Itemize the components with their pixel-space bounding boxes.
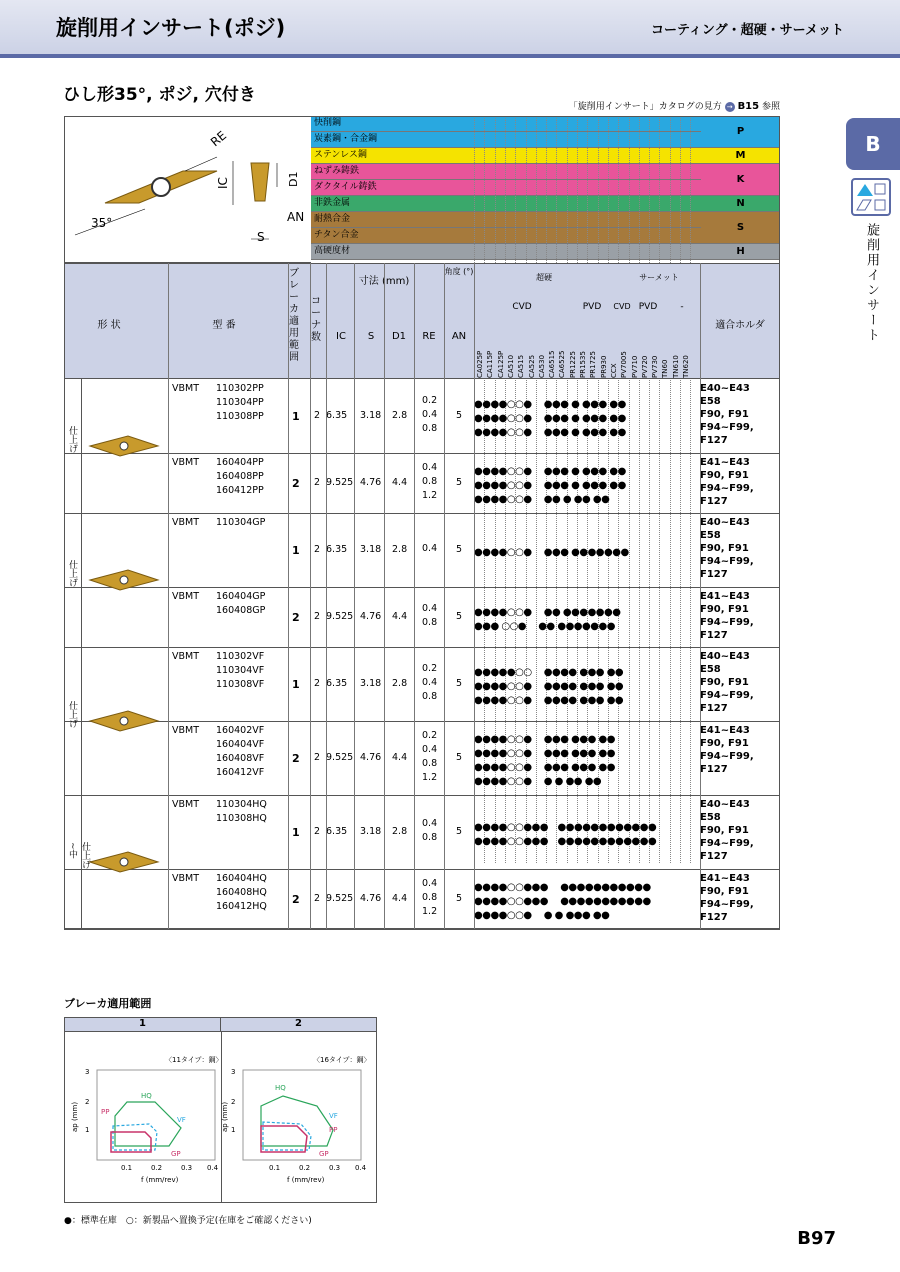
legend: ●：標準在庫 ○：新製品へ置換予定(在庫をご確認ください) — [64, 1216, 312, 1226]
breaker-col1: 1 — [65, 1018, 221, 1032]
ic-value: 9.525 — [326, 477, 354, 488]
re-value: 0.4 — [422, 409, 438, 420]
stock-dots: ●●●●○○● ●●● ●●●●●●● — [474, 547, 629, 558]
holder-name: E41~E43 — [700, 725, 750, 736]
breaker-note-2: 〈16タイプ：鋼〉 — [313, 1056, 371, 1064]
ic-value: 6.35 — [326, 544, 348, 555]
iso-cell: H — [701, 244, 780, 260]
stock-dots: ●●●●○○● ●●●● ●●● ●● — [474, 681, 624, 692]
model-type: VBMT — [172, 873, 200, 884]
pvd2-header: PVD — [638, 302, 658, 312]
material-row: 快削鋼 — [311, 116, 701, 132]
holder-name: E58 — [700, 396, 721, 407]
grade-name: TN620 — [682, 355, 690, 378]
stock-dots: ●●●●○○● ●●● ● ●●● ●● — [474, 480, 626, 491]
table-row — [64, 869, 780, 870]
d1-value: 2.8 — [392, 410, 408, 421]
ytick-2b: 2 — [231, 1098, 236, 1106]
shape-label: 仕上げ — [67, 426, 77, 453]
material-row: 耐熱合金 — [311, 212, 701, 228]
holder-header: 適合ホルダ — [715, 320, 765, 331]
model-number: 110302PP — [216, 383, 264, 394]
grade-name: CA515 — [517, 354, 526, 378]
model-number: 160412VF — [216, 767, 265, 778]
col-line — [414, 263, 415, 929]
col-line — [444, 263, 445, 929]
grade-name: CA6525 — [558, 350, 567, 378]
material-row: ダクタイル鋳鉄 — [311, 180, 701, 196]
material-row: ねずみ鋳鉄 — [311, 164, 701, 180]
breaker-chart — [64, 1017, 377, 1203]
d1-header: D1 — [391, 331, 407, 342]
catalog-note — [569, 99, 780, 112]
col-line — [288, 263, 289, 929]
shape-header: 形 状 — [97, 320, 121, 331]
holder-name: E58 — [700, 812, 721, 823]
breaker-header: ブレーカ適用範囲 — [289, 268, 299, 363]
s-value: 3.18 — [360, 826, 382, 837]
note-text: 「旋削用インサート」カタログの見方 — [568, 102, 722, 112]
gp-label-1: GP — [171, 1150, 181, 1158]
holder-name: F90, F91 — [700, 738, 749, 749]
ic-value: 6.35 — [326, 410, 348, 421]
re-value: 0.8 — [422, 758, 438, 769]
stock-dots: ●●●●○○● ●●● ●●● ●● — [474, 734, 615, 745]
model-number: 160404HQ — [216, 873, 267, 884]
re-value: 1.2 — [422, 772, 438, 783]
s-value: 3.18 — [360, 678, 382, 689]
diagram-cell — [64, 116, 311, 263]
re-value: 0.4 — [422, 878, 438, 889]
grade-line — [670, 116, 671, 863]
holder-name: E58 — [700, 530, 721, 541]
model-type: VBMT — [172, 517, 200, 528]
grade-name: CA6515 — [548, 350, 557, 378]
an-value: 5 — [456, 477, 463, 488]
holder-name: F90, F91 — [700, 677, 749, 688]
holder-name: E41~E43 — [700, 591, 750, 602]
holder-name: F90, F91 — [700, 604, 749, 615]
re-value: 0.8 — [422, 423, 438, 434]
corner-value: 2 — [314, 893, 321, 904]
grade-name: PR930 — [599, 355, 608, 378]
pp-label-1: PP — [101, 1108, 110, 1116]
breaker-value: 2 — [292, 752, 300, 765]
grade-line — [659, 116, 660, 863]
model-number: 110308PP — [216, 411, 264, 422]
model-number: 160404PP — [216, 457, 264, 468]
model-number: 160404GP — [216, 591, 266, 602]
iso-cell: S — [701, 212, 780, 244]
model-number: 160402VF — [216, 725, 265, 736]
holder-name: F94~F99, F127 — [700, 751, 754, 775]
breaker-value: 1 — [292, 826, 300, 839]
xtick-2: 0.2 — [151, 1164, 163, 1172]
model-number: 160408HQ — [216, 887, 267, 898]
s-header: S — [367, 331, 375, 342]
ic-value: 9.525 — [326, 611, 354, 622]
an-value: 5 — [456, 893, 463, 904]
grade-line — [639, 116, 640, 863]
holder-name: F94~F99, F127 — [700, 483, 754, 507]
re-value: 0.4 — [422, 603, 438, 614]
model-type: VBMT — [172, 725, 200, 736]
ic-value: 9.525 — [326, 752, 354, 763]
model-number: 160404VF — [216, 739, 265, 750]
grade-name: CA125P — [496, 350, 505, 378]
holder-name: F94~F99, F127 — [700, 690, 754, 714]
col-line — [354, 263, 355, 929]
stock-dots: ●●●●○○● ● ● ●● ●● — [474, 776, 602, 787]
hq-label-2: HQ — [275, 1084, 286, 1092]
holder-name: F90, F91 — [700, 409, 749, 420]
arrow-icon: → — [725, 102, 735, 112]
stock-dots: ●●●●○○● ●●● ● ●●● ●● — [474, 466, 626, 477]
holder-name: F90, F91 — [700, 825, 749, 836]
stock-dots: ●●●●○○● ●● ● ●● ●● — [474, 494, 610, 505]
model-type: VBMT — [172, 651, 200, 662]
insert-photo — [88, 850, 160, 874]
corner-value: 2 — [314, 477, 321, 488]
re-header: RE — [422, 331, 436, 342]
s-value: 4.76 — [360, 477, 382, 488]
d1-value: 4.4 — [392, 752, 408, 763]
breaker-plots — [65, 1032, 376, 1202]
stock-dots: ●●●●○○● ●●● ● ●●● ●● — [474, 427, 626, 438]
ic-value: 6.35 — [326, 826, 348, 837]
page-title: 旋削用インサート(ポジ) — [56, 16, 286, 40]
stock-dots: ●●●●○○● ● ● ●●● ●● — [474, 910, 610, 921]
iso-cell: P — [701, 116, 780, 148]
section-title: ひし形35°, ポジ, 穴付き — [63, 85, 256, 105]
model-number: 160408PP — [216, 471, 264, 482]
holder-name: F94~F99, F127 — [700, 899, 754, 923]
an-header: AN — [451, 331, 467, 342]
note-ref: B15 — [737, 101, 760, 112]
col-line — [168, 263, 169, 929]
xtick-1b: 0.1 — [269, 1164, 281, 1172]
xtick-4: 0.4 — [207, 1164, 219, 1172]
holder-name: E40~E43 — [700, 517, 750, 528]
xlabel-1: f (mm/rev) — [141, 1176, 179, 1184]
table-row — [64, 795, 780, 796]
stock-dots: ●●● ○○● ●● ●●●●●●● — [474, 621, 615, 632]
grade-name: PV730 — [651, 355, 660, 378]
re-value: 0.4 — [422, 462, 438, 473]
col-line — [474, 263, 475, 929]
holder-name: F90, F91 — [700, 886, 749, 897]
s-value: 4.76 — [360, 611, 382, 622]
stock-dots: ●●●●●○○ ●●●● ●●● ●● — [474, 667, 624, 678]
table-row — [64, 929, 780, 930]
grade-line — [680, 116, 681, 863]
note-suffix: 参照 — [761, 102, 780, 112]
breaker-value: 1 — [292, 544, 300, 557]
re-value: 0.8 — [422, 617, 438, 628]
insert-photo — [88, 434, 160, 458]
insert-diagram — [65, 117, 311, 263]
corner-value: 2 — [314, 410, 321, 421]
corner-value: 2 — [314, 611, 321, 622]
model-number: 110304HQ — [216, 799, 267, 810]
re-value: 0.4 — [422, 543, 438, 554]
model-header: 型 番 — [212, 320, 236, 331]
ytick-2: 2 — [85, 1098, 90, 1106]
insert-photo — [88, 709, 160, 733]
re-value: 0.2 — [422, 663, 438, 674]
model-number: 110304PP — [216, 397, 264, 408]
d1-value: 2.8 — [392, 826, 408, 837]
s-value: 3.18 — [360, 544, 382, 555]
ytick-1b: 1 — [231, 1126, 236, 1134]
model-number: 110302VF — [216, 651, 265, 662]
table-row — [64, 453, 780, 454]
col-line — [384, 263, 385, 929]
xtick-3: 0.3 — [181, 1164, 193, 1172]
angle-label: 35° — [91, 216, 113, 230]
re-value: 0.4 — [422, 818, 438, 829]
ytick-3b: 3 — [231, 1068, 236, 1076]
material-row: 炭素鋼・合金鋼 — [311, 132, 701, 148]
d1-value: 2.8 — [392, 678, 408, 689]
stock-dots: ●●●●○○●●● ●●●●●●●●●●● — [474, 882, 651, 893]
header-subtitle: コーティング・超硬・サーメット — [650, 23, 844, 38]
gp-label-2: GP — [319, 1150, 329, 1158]
ic-label: IC — [216, 177, 230, 189]
cvd2-header: CVD — [613, 302, 631, 311]
corner-value: 2 — [314, 752, 321, 763]
iso-cell: K — [701, 164, 780, 196]
model-number: 160408VF — [216, 753, 265, 764]
d1-value: 4.4 — [392, 477, 408, 488]
xtick-2b: 0.2 — [299, 1164, 311, 1172]
model-number: 160412HQ — [216, 901, 267, 912]
holder-name: E41~E43 — [700, 873, 750, 884]
re-value: 1.2 — [422, 906, 438, 917]
table-row — [64, 647, 780, 648]
an-value: 5 — [456, 544, 463, 555]
grade-name: TN60 — [661, 359, 670, 378]
shape-label: 仕上げ~中 — [67, 842, 90, 869]
ylabel-2: ap (mm) — [221, 1101, 229, 1132]
model-type: VBMT — [172, 383, 200, 394]
grade-name: PV720 — [640, 355, 649, 378]
re-value: 0.8 — [422, 892, 438, 903]
hq-region-2 — [261, 1096, 333, 1146]
ic-header: IC — [336, 331, 346, 342]
insert-icon — [851, 178, 891, 216]
breaker-note-1: 〈11タイプ：鋼〉 — [165, 1056, 223, 1064]
grade-line — [629, 116, 630, 863]
an-value: 5 — [456, 410, 463, 421]
grade-name: PR1535 — [579, 351, 587, 378]
chapter-tab[interactable]: B — [846, 118, 900, 170]
grade-name: CA115P — [486, 350, 495, 378]
s-label: S — [257, 230, 265, 244]
holder-name: F90, F91 — [700, 470, 749, 481]
material-row: チタン合金 — [311, 228, 701, 244]
pp-region-1 — [111, 1132, 151, 1152]
re-value: 0.2 — [422, 730, 438, 741]
grade-line — [649, 116, 650, 863]
xtick-3b: 0.3 — [329, 1164, 341, 1172]
stock-dots: ●●●●○○● ●●● ● ●●● ●● — [474, 399, 626, 410]
model-number: 160412PP — [216, 485, 264, 496]
breaker-value: 2 — [292, 477, 300, 490]
corner-value: 2 — [314, 826, 321, 837]
model-type: VBMT — [172, 591, 200, 602]
stock-dots: ●●●●○○●●● ●●●●●●●●●●●● — [474, 822, 657, 833]
shape-label: 仕上げ — [67, 701, 77, 728]
angle-header: 角度 (°) — [444, 267, 474, 276]
product-table — [64, 116, 780, 923]
model-type: VBMT — [172, 457, 200, 468]
hq-label-1: HQ — [141, 1092, 152, 1100]
vf-label-2: VF — [329, 1112, 338, 1120]
page-header — [0, 0, 900, 58]
corner-value: 2 — [314, 544, 321, 555]
breaker-value: 1 — [292, 410, 300, 423]
d1-value: 4.4 — [392, 893, 408, 904]
grade-name: CA025P — [476, 350, 484, 378]
grade-name: CA525 — [527, 354, 536, 378]
pvd-header: PVD — [582, 302, 602, 312]
breaker-value: 2 — [292, 611, 300, 624]
holder-name: F94~F99, F127 — [700, 617, 754, 641]
insert-photo — [88, 568, 160, 592]
cvd-header: CVD — [512, 302, 532, 312]
stock-dots: ●●●●○○●●● ●●●●●●●●●●● — [474, 896, 651, 907]
col-line — [326, 263, 327, 929]
re-value: 0.8 — [422, 476, 438, 487]
corner-value: 2 — [314, 678, 321, 689]
stock-dots: ●●●●○○● ●●● ●●● ●● — [474, 748, 615, 759]
vf-label-1: VF — [177, 1116, 186, 1124]
grade-name: PV7005 — [620, 351, 629, 378]
stock-dots: ●●●●○○● ●●● ●●● ●● — [474, 762, 615, 773]
holder-name: F94~F99, F127 — [700, 422, 754, 446]
an-value: 5 — [456, 752, 463, 763]
holder-name: F90, F91 — [700, 543, 749, 554]
re-value: 0.2 — [422, 395, 438, 406]
holder-name: E40~E43 — [700, 799, 750, 810]
table-row — [64, 587, 780, 588]
s-value: 4.76 — [360, 893, 382, 904]
ytick-1: 1 — [85, 1126, 90, 1134]
breaker-value: 1 — [292, 678, 300, 691]
breaker-title: ブレーカ適用範囲 — [64, 997, 152, 1010]
holder-name: E40~E43 — [700, 651, 750, 662]
dim-header: 寸法 (mm) — [358, 276, 410, 287]
re-value: 0.4 — [422, 677, 438, 688]
re-value: 0.4 — [422, 744, 438, 755]
iso-cell: M — [701, 148, 780, 164]
stock-dots: ●●●●○○● ●●● ● ●●● ●● — [474, 413, 626, 424]
carbide-header: 超硬 — [536, 273, 552, 282]
holder-name: E40~E43 — [700, 383, 750, 394]
breaker-value: 2 — [292, 893, 300, 906]
xlabel-2: f (mm/rev) — [287, 1176, 325, 1184]
model-number: 110308HQ — [216, 813, 267, 824]
material-row: 高硬度材 — [311, 244, 701, 260]
dash-header: - — [680, 302, 684, 312]
holder-name: E41~E43 — [700, 457, 750, 468]
re-value: 0.8 — [422, 691, 438, 702]
page-number: B97 — [797, 1228, 836, 1249]
stock-dots: ●●●●○○●●● ●●●●●●●●●●●● — [474, 836, 657, 847]
grade-name: CA510 — [506, 354, 515, 378]
holder-name: E58 — [700, 664, 721, 675]
ic-value: 6.35 — [326, 678, 348, 689]
ytick-3: 3 — [85, 1068, 90, 1076]
model-number: 110304GP — [216, 517, 266, 528]
grade-name: PR1225 — [568, 351, 577, 378]
grade-line — [690, 116, 691, 863]
pp-region-2 — [261, 1126, 307, 1152]
ic-value: 9.525 — [326, 893, 354, 904]
stock-dots: ●●●●○○● ●● ●●●●●●● — [474, 607, 621, 618]
s-value: 4.76 — [360, 752, 382, 763]
holder-name: F94~F99, F127 — [700, 556, 754, 580]
stock-dots: ●●●●○○● ●●●● ●●● ●● — [474, 695, 624, 706]
model-type: VBMT — [172, 799, 200, 810]
model-number: 110304VF — [216, 665, 265, 676]
an-value: 5 — [456, 678, 463, 689]
an-value: 5 — [456, 611, 463, 622]
col-line — [700, 263, 701, 929]
table-row — [64, 721, 780, 722]
an-label: AN — [287, 210, 305, 224]
re-label: RE — [207, 128, 230, 150]
material-row: ステンレス鋼 — [311, 148, 701, 164]
model-number: 160408GP — [216, 605, 266, 616]
shape-label: 仕上げ — [67, 560, 77, 587]
material-row: 非鉄金属 — [311, 196, 701, 212]
col-line — [310, 263, 311, 929]
grade-name: TN610 — [671, 355, 680, 378]
grade-name: PV710 — [630, 355, 639, 378]
d1-label: D1 — [287, 171, 300, 187]
re-value: 0.8 — [422, 832, 438, 843]
side-label: 旋削用インサート — [864, 223, 879, 343]
an-value: 5 — [456, 826, 463, 837]
holder-name: F94~F99, F127 — [700, 838, 754, 862]
pp-label-2: PP — [329, 1126, 338, 1134]
d1-value: 2.8 — [392, 544, 408, 555]
breaker-col2: 2 — [221, 1018, 376, 1032]
grade-name: CA530 — [537, 354, 546, 378]
grade-name: PR1725 — [589, 351, 598, 378]
re-value: 1.2 — [422, 490, 438, 501]
model-number: 110308VF — [216, 679, 265, 690]
table-row — [64, 513, 780, 514]
corner-header: コーナ数 — [311, 296, 321, 343]
xtick-1: 0.1 — [121, 1164, 133, 1172]
d1-value: 4.4 — [392, 611, 408, 622]
ylabel-1: ap (mm) — [71, 1101, 79, 1132]
cermet-header: サーメット — [639, 273, 679, 282]
iso-cell: N — [701, 196, 780, 212]
s-value: 3.18 — [360, 410, 382, 421]
grade-name: CCX — [609, 363, 618, 378]
xtick-4b: 0.4 — [355, 1164, 367, 1172]
